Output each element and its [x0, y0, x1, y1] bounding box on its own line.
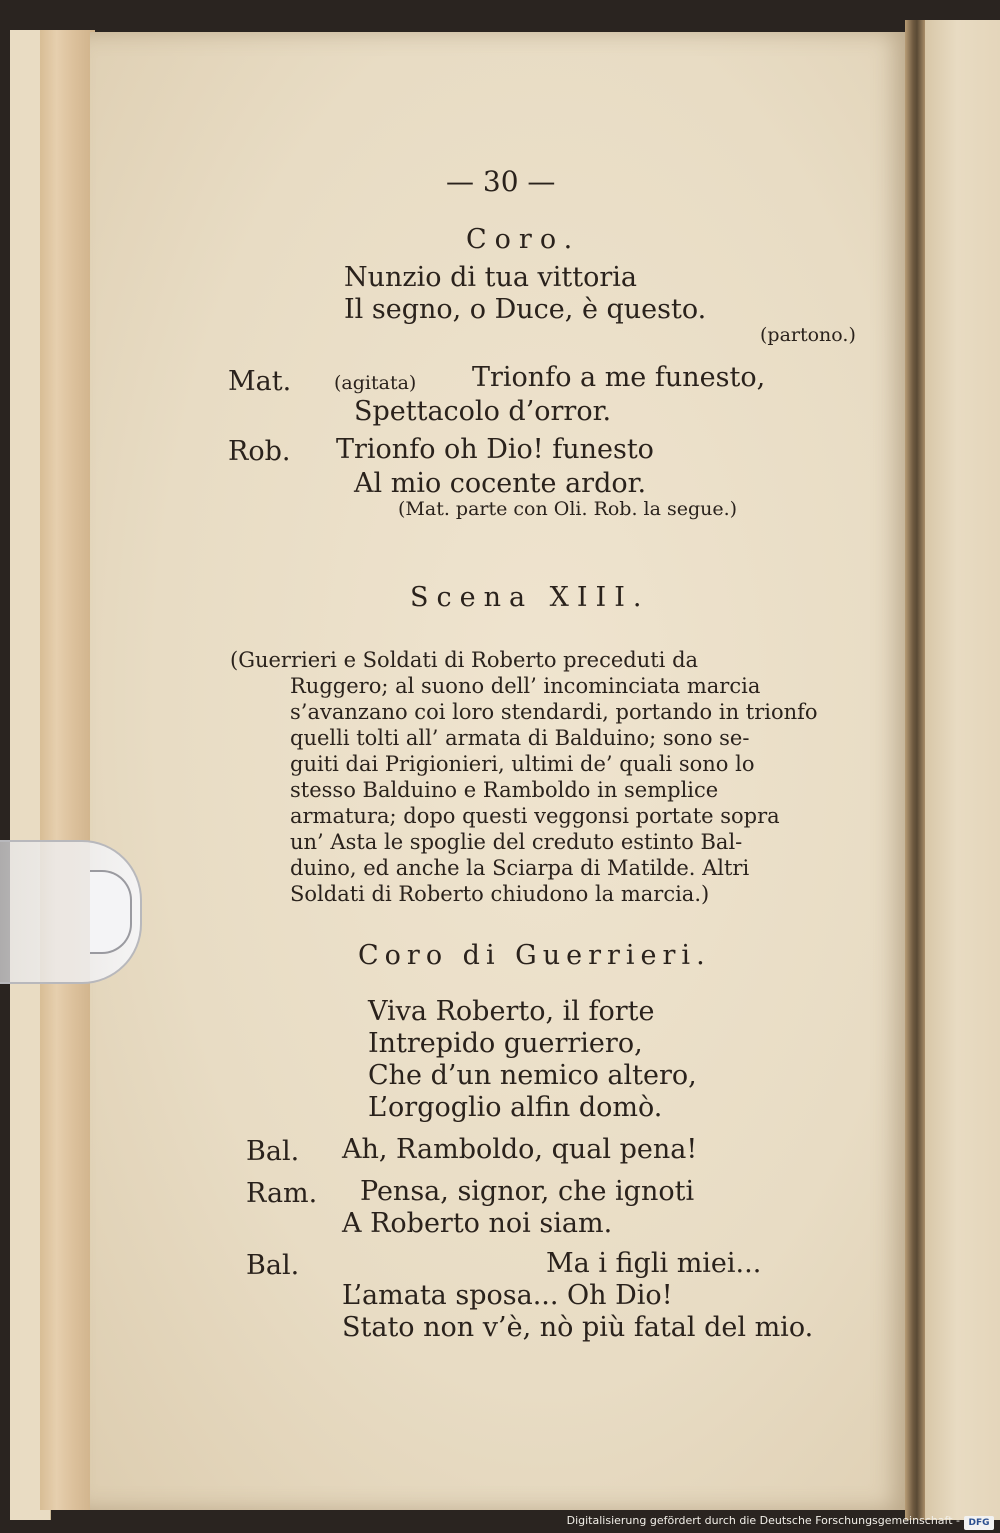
page-number: — 30 —: [446, 165, 556, 198]
stage-direction-line-3: s’avanzano coi loro stendardi, portando in trionfo: [290, 700, 818, 724]
speaker-rob: Rob.: [228, 436, 291, 467]
ram-line-1: Pensa, signor, che ignoti: [360, 1176, 695, 1207]
stage-direction-line-10: Soldati di Roberto chiudono la marcia.): [290, 882, 710, 906]
stage-direction-line-6: stesso Balduino e Ramboldo in semplice: [290, 778, 719, 802]
speaker-mat: Mat.: [228, 366, 292, 397]
rob-line-1: Trionfo oh Dio! funesto: [336, 434, 654, 465]
digitization-credit: Digitalisierung gefördert durch die Deutsche Forschungsgemeinschaft -: [566, 1514, 960, 1527]
stage-direction-line-7: armatura; dopo questi veggonsi portate sopra: [290, 804, 780, 828]
book-gutter: [905, 20, 925, 1520]
coro-line-1: Nunzio di tua vittoria: [344, 262, 638, 293]
scene-title: Scena XIII.: [410, 582, 650, 613]
guerrieri-line-2: Intrepido guerriero,: [368, 1028, 643, 1059]
mat-direction: (agitata): [334, 372, 417, 394]
guerrieri-line-4: L’orgoglio alfin domò.: [368, 1092, 663, 1123]
stage-direction-line-1: (Guerrieri e Soldati di Roberto preceduti da: [230, 648, 699, 672]
speaker-bal-2: Bal.: [246, 1250, 300, 1281]
stage-direction-line-4: quelli tolti all’ armata di Balduino; sono se-: [290, 726, 750, 750]
bal2-line-1: Ma i figli miei...: [546, 1248, 762, 1279]
stage-direction-line-8: un’ Asta le spoglie del creduto estinto Bal-: [290, 830, 743, 854]
guerrieri-line-3: Che d’un nemico altero,: [368, 1060, 697, 1091]
page-holder-clip-inner: [90, 870, 132, 954]
rob-stage-direction: (Mat. parte con Oli. Rob. la segue.): [398, 498, 738, 520]
stage-direction-line-9: duino, ed anche la Sciarpa di Matilde. Altri: [290, 856, 750, 880]
bal2-line-2: L’amata sposa... Oh Dio!: [342, 1280, 673, 1311]
ram-line-2: A Roberto noi siam.: [342, 1208, 613, 1239]
guerrieri-line-1: Viva Roberto, il forte: [368, 996, 655, 1027]
stage-direction-line-2: Ruggero; al suono dell’ incominciata marcia: [290, 674, 761, 698]
heading-coro: Coro.: [466, 224, 581, 255]
bal2-line-3: Stato non v’è, nò più fatal del mio.: [342, 1312, 814, 1343]
speaker-ram: Ram.: [246, 1178, 318, 1209]
coro-line-2: Il segno, o Duce, è questo.: [344, 294, 707, 325]
dfg-logo: DFG: [964, 1516, 994, 1530]
page-block-edge: [40, 30, 95, 1510]
mat-line-1: Trionfo a me funesto,: [472, 362, 766, 393]
facing-page-edge: [925, 20, 1000, 1520]
bal-line-1: Ah, Ramboldo, qual pena!: [342, 1134, 698, 1165]
speaker-bal-1: Bal.: [246, 1136, 300, 1167]
stage-direction-line-5: guiti dai Prigionieri, ultimi de’ quali sono lo: [290, 752, 755, 776]
heading-coro-guerrieri: Coro di Guerrieri.: [358, 940, 711, 971]
coro-stage-direction: (partono.): [760, 324, 856, 346]
rob-line-2: Al mio cocente ardor.: [354, 468, 647, 499]
mat-line-2: Spettacolo d’orror.: [354, 396, 612, 427]
